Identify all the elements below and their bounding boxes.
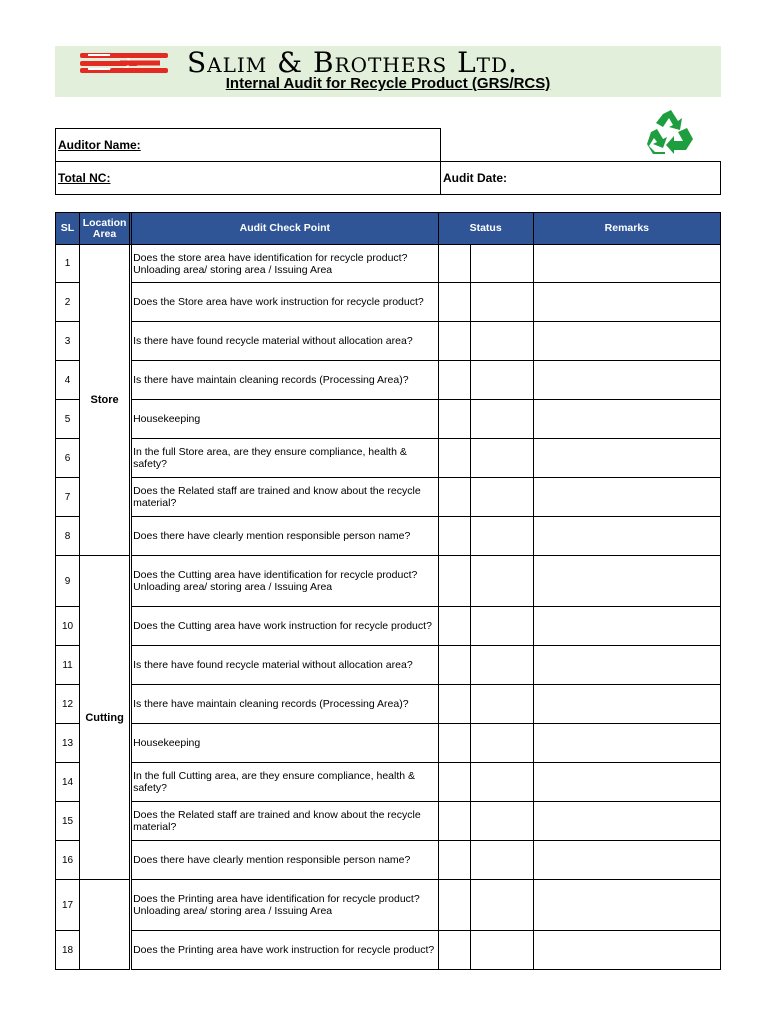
row-status[interactable] [470,517,533,556]
row-location: Cutting [80,556,130,880]
row-status-check[interactable] [438,400,470,439]
row-status[interactable] [470,322,533,361]
total-nc-label: Total NC: [58,171,111,185]
row-check-point: Does there have clearly mention responsible person name? [132,841,438,880]
row-status-check[interactable] [438,556,470,607]
row-status-check[interactable] [438,841,470,880]
row-check-point: Is there have found recycle material without allocation area? [132,646,438,685]
row-sl: 4 [56,361,80,400]
row-status-check[interactable] [438,802,470,841]
row-remarks[interactable] [533,322,720,361]
row-sl: 11 [56,646,80,685]
row-sl: 3 [56,322,80,361]
row-sl: 7 [56,478,80,517]
row-status-check[interactable] [438,880,470,931]
col-header-status: Status [438,213,533,245]
empty-cell [441,129,721,162]
row-remarks[interactable] [533,283,720,322]
audit-date-label: Audit Date: [443,171,507,185]
audit-date-cell[interactable] [441,162,721,195]
table-row [56,724,721,763]
row-status-check[interactable] [438,517,470,556]
row-sl: 1 [56,245,80,283]
row-status[interactable] [470,763,533,802]
row-sl: 18 [56,931,80,970]
row-sl: 17 [56,880,80,931]
row-sl: 9 [56,556,80,607]
table-row [56,646,721,685]
row-remarks[interactable] [533,517,720,556]
row-sl: 13 [56,724,80,763]
row-check-point: Does the Cutting area have work instruction for recycle product? [132,607,438,646]
table-row [56,607,721,646]
row-remarks[interactable] [533,400,720,439]
row-check-point: Housekeeping [132,400,438,439]
header-banner [55,46,721,97]
row-status-check[interactable] [438,322,470,361]
audit-info-table [55,128,721,195]
row-status-check[interactable] [438,361,470,400]
row-check-point: Housekeeping [132,724,438,763]
row-remarks[interactable] [533,880,720,931]
table-header-row [56,213,721,245]
row-sl: 15 [56,802,80,841]
row-status[interactable] [470,556,533,607]
auditor-name-label: Auditor Name: [58,138,141,152]
row-remarks[interactable] [533,763,720,802]
row-status-check[interactable] [438,607,470,646]
row-check-point: Does there have clearly mention responsible person name? [132,517,438,556]
row-status[interactable] [470,646,533,685]
audit-table [55,212,721,970]
row-remarks[interactable] [533,478,720,517]
row-status[interactable] [470,439,533,478]
row-remarks[interactable] [533,439,720,478]
row-status-check[interactable] [438,724,470,763]
row-status[interactable] [470,802,533,841]
row-status-check[interactable] [438,763,470,802]
table-row [56,556,721,607]
row-remarks[interactable] [533,931,720,970]
row-check-point: Does the store area have identification for recycle product? Unloading area/ storing area / Issuing Area [132,245,438,283]
auditor-name-cell[interactable] [56,129,441,162]
table-row [56,283,721,322]
row-remarks[interactable] [533,646,720,685]
row-remarks[interactable] [533,841,720,880]
row-check-point: In the full Store area, are they ensure compliance, health & safety? [132,439,438,478]
table-row [56,245,721,283]
col-header-check-point: Audit Check Point [132,213,438,245]
row-remarks[interactable] [533,556,720,607]
row-check-point: Does the Cutting area have identification for recycle product? Unloading area/ storing area / Issuing Area [132,556,438,607]
row-status[interactable] [470,478,533,517]
row-remarks[interactable] [533,607,720,646]
table-row [56,763,721,802]
row-sl: 16 [56,841,80,880]
row-status[interactable] [470,607,533,646]
row-check-point: Is there have found recycle material without allocation area? [132,322,438,361]
row-location: Store [80,245,130,556]
table-row [56,361,721,400]
table-row [56,400,721,439]
company-logo-icon [80,52,170,74]
row-status-check[interactable] [438,646,470,685]
row-check-point: Does the Related staff are trained and know about the recycle material? [132,802,438,841]
table-row [56,685,721,724]
row-status-check[interactable] [438,439,470,478]
row-check-point: Is there have maintain cleaning records (Processing Area)? [132,361,438,400]
company-name: Salim & Brothers Ltd. [187,46,518,79]
row-sl: 6 [56,439,80,478]
table-row [56,517,721,556]
row-remarks[interactable] [533,245,720,283]
row-status[interactable] [470,245,533,283]
row-status[interactable] [470,400,533,439]
table-row [56,880,721,931]
row-sl: 2 [56,283,80,322]
col-header-remarks: Remarks [533,213,720,245]
row-check-point: Is there have maintain cleaning records (Processing Area)? [132,685,438,724]
row-check-point: Does the Printing area have work instruction for recycle product? [132,931,438,970]
row-status[interactable] [470,283,533,322]
total-nc-cell[interactable] [56,162,441,195]
row-status[interactable] [470,841,533,880]
table-row [56,439,721,478]
row-status-check[interactable] [438,283,470,322]
row-status-check[interactable] [438,685,470,724]
row-check-point: Does the Printing area have identification for recycle product? Unloading area/ storing area / Issuing Area [132,880,438,931]
row-sl: 5 [56,400,80,439]
row-location [80,880,130,970]
row-sl: 10 [56,607,80,646]
row-sl: 12 [56,685,80,724]
table-row [56,802,721,841]
document-title: Internal Audit for Recycle Product (GRS/RCS) [225,75,551,92]
row-status[interactable] [470,685,533,724]
row-check-point: In the full Cutting area, are they ensure compliance, health & safety? [132,763,438,802]
row-status-check[interactable] [438,245,470,283]
row-status[interactable] [470,931,533,970]
table-row [56,478,721,517]
row-status[interactable] [470,361,533,400]
row-sl: 8 [56,517,80,556]
table-row [56,322,721,361]
row-check-point: Does the Store area have work instruction for recycle product? [132,283,438,322]
row-status[interactable] [470,724,533,763]
row-remarks[interactable] [533,361,720,400]
row-status-check[interactable] [438,931,470,970]
table-row [56,841,721,880]
row-sl: 14 [56,763,80,802]
col-header-location: Location Area [80,213,130,245]
col-header-sl: SL [56,213,80,245]
row-status-check[interactable] [438,478,470,517]
row-remarks[interactable] [533,802,720,841]
row-remarks[interactable] [533,685,720,724]
row-status[interactable] [470,880,533,931]
table-row [56,931,721,970]
row-remarks[interactable] [533,724,720,763]
row-check-point: Does the Related staff are trained and know about the recycle material? [132,478,438,517]
